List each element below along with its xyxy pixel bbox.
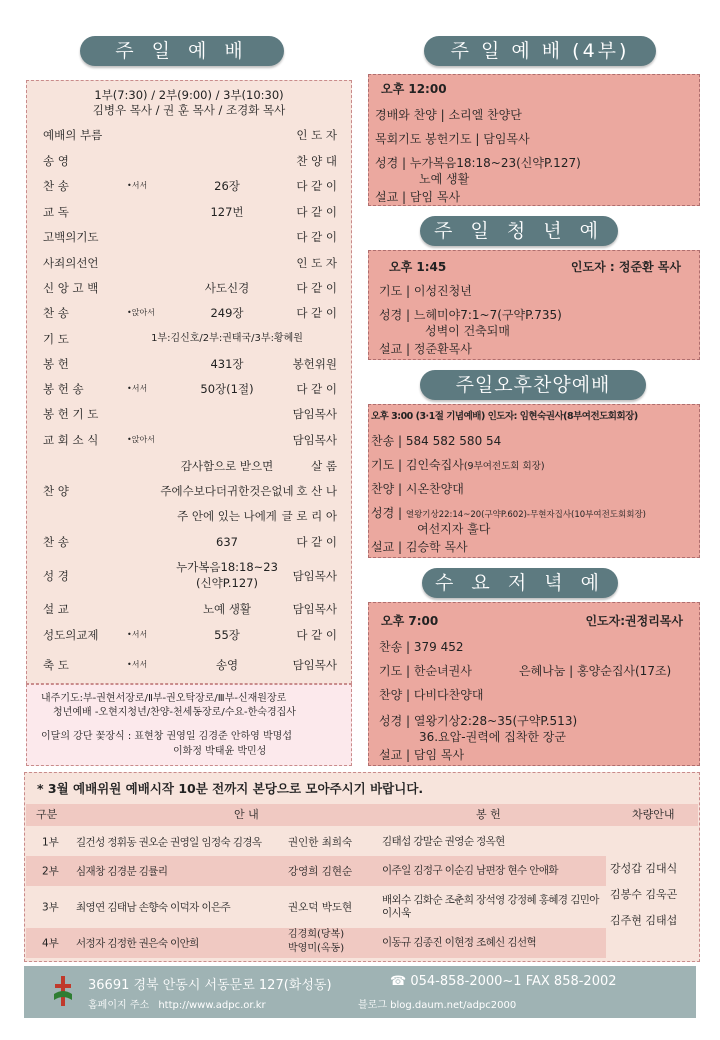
order-c4: 글 로 리 아	[281, 509, 337, 523]
flower-note-2: 이화정 박태윤 박민성	[173, 746, 267, 757]
order-c2: •서서	[127, 630, 148, 639]
car-cell	[608, 830, 696, 960]
line: 성경 | 열왕기상2:28~35(구약P.513)	[379, 714, 578, 728]
order-c2: •서서	[127, 660, 148, 669]
sunday-order-panel	[26, 80, 352, 684]
line: 목회기도 봉헌기도 | 담임목사	[375, 132, 530, 146]
offer-team: 권인한 최희숙	[288, 836, 353, 849]
order-c3: 26장	[214, 179, 240, 193]
order-row	[27, 229, 351, 245]
order-c4: 찬 양 대	[296, 154, 337, 168]
order-c1: 교 독	[43, 205, 69, 219]
car-line: 김주현 김태섭	[610, 914, 678, 927]
staff-part: 4부	[42, 937, 59, 950]
order-c1: 신 앙 고 백	[43, 281, 99, 295]
homepage-line	[88, 996, 266, 1011]
flower-note: 이달의 강단 꽃장식 : 표현창 권영일 김경준 안하영 박명섭	[41, 731, 292, 742]
staff-row	[26, 888, 606, 926]
order-c1: 성 경	[43, 569, 69, 583]
leader: 인도자 : 정준환 목사	[570, 260, 681, 274]
order-c3: 사도신경	[204, 281, 250, 295]
order-row	[27, 356, 351, 372]
header-part: 구분	[36, 808, 58, 821]
order-c3: 1부:김신호/2부:권태국/3부:황혜원	[151, 333, 303, 344]
staff-guide: 심재창 김경분 김률리	[76, 865, 168, 878]
order-row	[27, 508, 351, 524]
order-c1: 설 교	[43, 602, 69, 616]
order-c2: •앉아서	[127, 435, 155, 444]
staff-part: 2부	[42, 865, 59, 878]
order-c1: 교 회 소 식	[43, 433, 99, 447]
order-c1: 봉 헌	[43, 357, 69, 371]
order-c1: 기 도	[43, 332, 69, 346]
staff-offer: 이동규 김종진 이현정 조혜신 김선혁	[382, 936, 537, 949]
line: 성벽이 건축되매	[425, 324, 510, 338]
order-c1: 찬 송	[43, 306, 69, 320]
line: 여선지자 훌다	[417, 522, 491, 536]
order-c4: 다 같 이	[296, 179, 337, 193]
section-title-wednesday: 수 요 저 녁 예	[422, 568, 618, 598]
homepage-link[interactable]: http://www.adpc.or.kr	[158, 1000, 266, 1011]
order-c1: 찬 양	[43, 484, 69, 498]
youth-service-panel	[368, 250, 700, 360]
order-row	[27, 406, 351, 422]
line: 찬양 | 다비다찬양대	[379, 688, 484, 702]
notes-panel	[26, 684, 352, 766]
prayer-note: 내주기도:부-권현서장로/Ⅱ부-권오탁장로/Ⅲ부-신재원장로	[41, 693, 287, 704]
line: 찬송 | 379 452	[379, 640, 464, 654]
order-c4: 담임목사	[292, 407, 337, 421]
car-line: 김봉수 김욱곤	[610, 888, 678, 901]
line: 경배와 찬양 | 소리엘 찬양단	[375, 108, 522, 122]
time: 오후 12:00	[381, 82, 447, 96]
scripture-ref: 누가복음18:18~23	[176, 560, 278, 574]
order-row	[27, 331, 351, 347]
staff-guide: 길건성 정휘동 권오순 권영일 임정숙 김경옥	[76, 836, 262, 849]
offer-team-a: 김경희(당복)	[288, 929, 345, 940]
section-title-youth: 주 일 청 년 예	[420, 216, 618, 246]
line: 설교 | 정준환목사	[379, 342, 472, 356]
order-c4: 봉헌위원	[292, 357, 337, 371]
order-c3: 50장(1절)	[200, 382, 254, 396]
line: 성경 | 누가복음18:18~23(신약P.127)	[375, 156, 581, 170]
order-row	[27, 534, 351, 550]
order-c4: 호 산 나	[296, 484, 337, 498]
order-row	[27, 305, 351, 321]
order-row	[27, 280, 351, 296]
order-c4: 다 같 이	[296, 628, 337, 642]
order-c4: 다 같 이	[296, 230, 337, 244]
order-row	[27, 153, 351, 169]
order-row	[27, 432, 351, 448]
wednesday-service-panel	[368, 602, 700, 766]
homepage-label: 홈페이지 주소	[88, 1000, 150, 1011]
order-row	[27, 127, 351, 143]
order-c3: 249장	[210, 306, 244, 320]
order-c1: 축 도	[43, 658, 69, 672]
staff-part: 1부	[42, 836, 59, 849]
offer-team: 권오덕 박도현	[288, 901, 353, 914]
order-c1: 사죄의선언	[43, 256, 99, 270]
staff-guide: 최영연 김태남 손향숙 이덕자 이은주	[76, 901, 231, 914]
order-c4: 살 롬	[311, 459, 337, 473]
time: 오후 7:00	[381, 614, 439, 628]
line: 은혜나눔 | 홍양순집사(17조)	[519, 664, 672, 678]
fourth-service-panel	[368, 74, 700, 206]
order-c4: 다 같 이	[296, 306, 337, 320]
order-c4: 다 같 이	[296, 535, 337, 549]
order-c1: 봉 헌 기 도	[43, 407, 99, 421]
order-c4: 다 같 이	[296, 281, 337, 295]
order-c4: 다 같 이	[296, 382, 337, 396]
order-c3: 노예 생활	[202, 602, 252, 616]
header: 오후 3:00 (3·1절 기념예배) 인도자: 임현숙권사(8부여전도회회장)	[371, 411, 638, 422]
section-title-4th: 주 일 예 배 (4부)	[424, 36, 656, 66]
staff-offer: 김태섭 강말순 권영순 정옥현	[382, 835, 505, 848]
order-c1: 성도의교제	[43, 628, 99, 642]
order-c2: •앉아서	[127, 308, 155, 317]
order-c1: 찬 송	[43, 179, 69, 193]
staff-row	[26, 830, 606, 854]
scripture-page: (신약P.127)	[196, 576, 258, 590]
line: 설교 | 김승학 목사	[371, 540, 468, 554]
order-c3: 55장	[214, 628, 240, 642]
order-c1: 봉 헌 송	[43, 382, 84, 396]
order-c1: 예배의 부름	[43, 128, 103, 142]
order-row	[27, 255, 351, 271]
staff-heading: * 3월 예배위원 예배시작 10분 전까지 본당으로 모아주시기 바랍니다.	[37, 781, 424, 796]
order-row	[27, 627, 351, 643]
line: 성경 | 느헤미야7:1~7(구약P.735)	[379, 308, 562, 322]
order-c4: 다 같 이	[296, 205, 337, 219]
line: 기도 | 한순녀권사	[379, 664, 472, 678]
order-c3: 431장	[210, 357, 244, 371]
time: 오후 1:45	[389, 260, 447, 274]
order-row	[27, 381, 351, 397]
order-c3: 주 안에 있는 나에게	[177, 509, 277, 523]
afternoon-service-panel	[368, 404, 700, 558]
staff-header-row	[26, 804, 698, 826]
church-logo-icon	[52, 974, 74, 1008]
section-title-afternoon: 주일오후찬양예배	[420, 370, 646, 400]
offer-team-b: 박영미(옥동)	[288, 943, 345, 954]
line: 노예 생활	[419, 172, 470, 186]
order-c1: 송 영	[43, 154, 69, 168]
order-row	[27, 458, 351, 474]
footer	[24, 966, 696, 1018]
order-c3: 감사함으로 받으면	[180, 459, 274, 473]
staff-part: 3부	[42, 901, 59, 914]
order-row	[27, 178, 351, 194]
order-c2: •서서	[127, 181, 148, 190]
order-c3: 637	[216, 535, 238, 549]
order-c1: 고백의기도	[43, 230, 99, 244]
line: 설교 | 담임 목사	[375, 190, 461, 204]
car-line: 강성갑 김대식	[610, 862, 678, 875]
order-c3: 127번	[210, 205, 244, 219]
prayer-note-2: 청년예배 -오현지청년/찬양-천세동장로/수요-한숙경집사	[53, 707, 296, 718]
pastors: 김병우 목사 / 권 훈 목사 / 조경화 목사	[92, 103, 286, 117]
line: 기도 | 김인숙집사(9부여전도회 회장)	[371, 458, 545, 472]
header-guide: 안 내	[234, 808, 259, 821]
blog-link[interactable]: 블로그 blog.daum.net/adpc2000	[358, 1000, 517, 1011]
order-c3: 송영	[215, 658, 239, 672]
order-c4: 담임목사	[292, 569, 337, 583]
order-row	[27, 204, 351, 220]
order-c3: 주에수보다더귀한것은없네	[160, 484, 294, 498]
line: 36.요압-권력에 집착한 장군	[419, 730, 566, 744]
order-row	[27, 483, 351, 499]
line: 성경 | 열왕기상22:14~20(구약P.602)-무현자집사(10부여전도회회장)	[371, 506, 646, 520]
staff-offer: 이주일 김정구 이순김 남편장 현수 안애화	[382, 864, 558, 877]
phone: ☎ 054-858-2000~1 FAX 858-2002	[390, 974, 617, 989]
header-car: 차량안내	[632, 808, 675, 821]
order-row	[27, 601, 351, 617]
service-times: 1부(7:30) / 2부(9:00) / 3부(10:30)	[94, 88, 284, 102]
line: 찬송 | 584 582 580 54	[371, 434, 502, 448]
line: 설교 | 담임 목사	[379, 748, 465, 762]
order-c4: 인 도 자	[296, 256, 337, 270]
section-title-sunday: 주 일 예 배	[80, 36, 284, 66]
line: 기도 | 이성진청년	[379, 284, 472, 298]
address: 36691 경북 안동시 서동문로 127(화성동)	[88, 978, 332, 993]
order-c4: 담임목사	[292, 602, 337, 616]
order-row	[27, 657, 351, 673]
staff-row	[26, 856, 606, 886]
staff-row	[26, 928, 606, 958]
offer-team: 강영희 김현순	[288, 865, 353, 878]
staff-guide: 서정자 김정한 권은숙 이안희	[76, 937, 199, 950]
header-offer: 봉 헌	[476, 808, 501, 821]
order-c4: 담임목사	[292, 658, 337, 672]
order-c4: 인 도 자	[296, 128, 337, 142]
staff-offer: 배외수 김화순 조춘희 장석영 강정혜 홍혜경 김민아 이시욱	[382, 894, 599, 919]
scripture-row	[27, 559, 351, 593]
order-c4: 담임목사	[292, 433, 337, 447]
order-c2: •서서	[127, 384, 148, 393]
line: 찬양 | 시온찬양대	[371, 482, 464, 496]
order-c1: 찬 송	[43, 535, 69, 549]
leader: 인도자:권정리목사	[585, 614, 683, 628]
